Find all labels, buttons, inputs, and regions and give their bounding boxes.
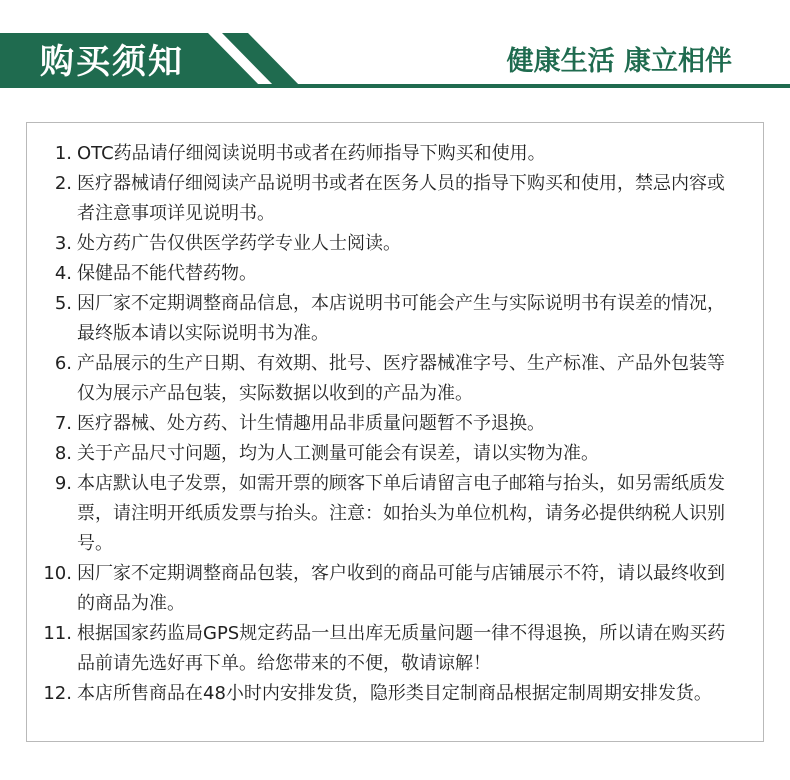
notice-item bbox=[27, 559, 765, 619]
notice-number: 1. bbox=[54, 143, 72, 164]
notice-number: 11. bbox=[43, 623, 72, 644]
notice-number: 7. bbox=[54, 413, 72, 434]
notice-number: 2. bbox=[54, 173, 72, 194]
notice-item bbox=[27, 169, 765, 229]
notice-item bbox=[27, 409, 765, 439]
notice-box bbox=[26, 122, 764, 742]
notice-item bbox=[27, 439, 765, 469]
notice-item bbox=[27, 289, 765, 349]
notice-item bbox=[27, 259, 765, 289]
notice-text: 产品展示的生产日期、有效期、批号、医疗器械准字号、生产标准、产品外包装等仅为展示产品包装，实际数据以收到的产品为准。 bbox=[77, 353, 725, 404]
notice-number: 10. bbox=[43, 563, 72, 584]
page-title: 购买须知 bbox=[40, 42, 184, 82]
notice-text: 本店所售商品在48小时内安排发货，隐形类目定制商品根据定制周期安排发货。 bbox=[77, 683, 712, 704]
notice-item bbox=[27, 349, 765, 409]
notice-number: 6. bbox=[54, 353, 72, 374]
notice-text: 根据国家药监局GPS规定药品一旦出库无质量问题一律不得退换，所以请在购买药品前请先选好再下单。给您带来的不便，敬请谅解！ bbox=[77, 623, 726, 674]
notice-text: OTC药品请仔细阅读说明书或者在药师指导下购买和使用。 bbox=[77, 143, 546, 164]
notice-number: 5. bbox=[54, 293, 72, 314]
notice-text: 医疗器械请仔细阅读产品说明书或者在医务人员的指导下购买和使用，禁忌内容或者注意事项详见说明书。 bbox=[77, 173, 725, 224]
notice-number: 4. bbox=[54, 263, 72, 284]
notice-number: 12. bbox=[43, 683, 72, 704]
notice-number: 9. bbox=[54, 473, 72, 494]
notice-item bbox=[27, 679, 765, 709]
notice-list bbox=[27, 139, 765, 709]
notice-item bbox=[27, 619, 765, 679]
notice-text: 保健品不能代替药物。 bbox=[77, 263, 257, 284]
notice-text: 关于产品尺寸问题，均为人工测量可能会有误差，请以实物为准。 bbox=[77, 443, 599, 464]
notice-text: 因厂家不定期调整商品包装，客户收到的商品可能与店铺展示不符，请以最终收到的商品为准。 bbox=[77, 563, 725, 614]
notice-text: 医疗器械、处方药、计生情趣用品非质量问题暂不予退换。 bbox=[77, 413, 545, 434]
notice-text: 处方药广告仅供医学药学专业人士阅读。 bbox=[77, 233, 401, 254]
notice-text: 因厂家不定期调整商品信息，本店说明书可能会产生与实际说明书有误差的情况，最终版本请以实际说明书为准。 bbox=[77, 293, 725, 344]
brand-slogan: 健康生活 康立相伴 bbox=[506, 46, 732, 77]
notice-item bbox=[27, 139, 765, 169]
header-banner bbox=[0, 0, 790, 90]
notice-item bbox=[27, 469, 765, 559]
notice-number: 8. bbox=[54, 443, 72, 464]
notice-text: 本店默认电子发票，如需开票的顾客下单后请留言电子邮箱与抬头，如另需纸质发票，请注明开纸质发票与抬头。注意：如抬头为单位机构，请务必提供纳税人识别号。 bbox=[77, 473, 725, 554]
notice-number: 3. bbox=[54, 233, 72, 254]
notice-item bbox=[27, 229, 765, 259]
